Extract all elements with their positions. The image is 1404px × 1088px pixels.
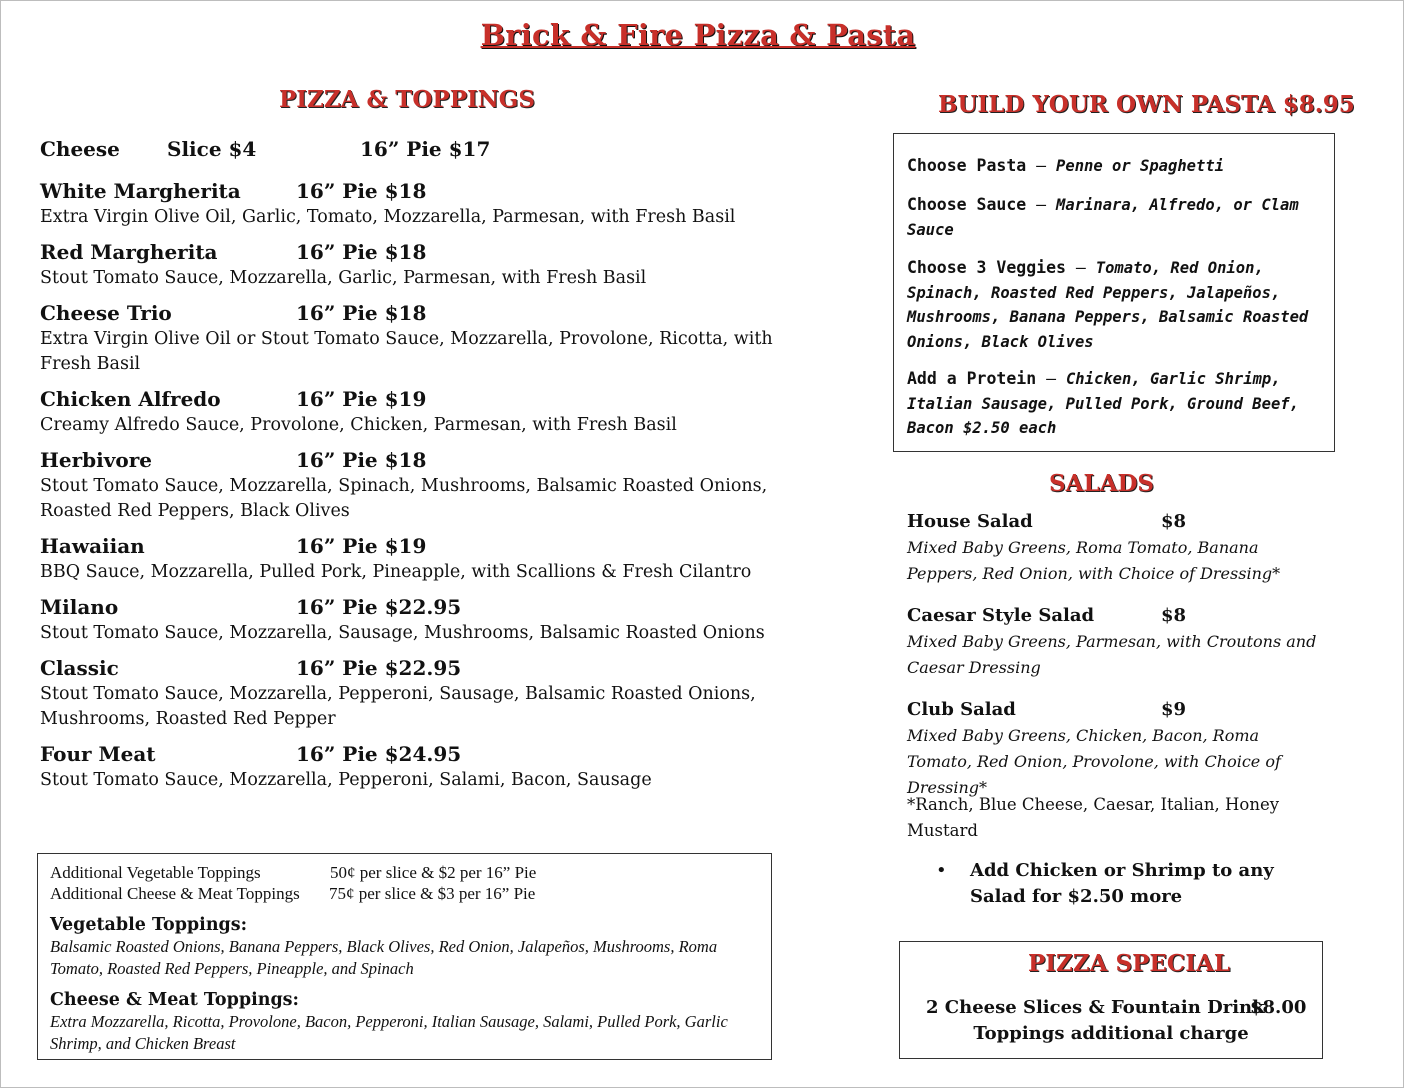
pasta-option: Choose 3 Veggies – Tomato, Red Onion, Spinach, Roasted Red Peppers, Jalapeños, Mushrooms, Banana Peppers, Balsamic Roasted Onions, Black Olives bbox=[907, 258, 1309, 351]
additional-veg-row bbox=[50, 862, 537, 883]
special-note: Toppings additional charge bbox=[973, 1023, 1249, 1044]
pizza-name: Herbivore bbox=[40, 448, 152, 472]
pizza-list bbox=[40, 136, 800, 802]
salad-item bbox=[907, 603, 1327, 681]
pasta-option-choices: Penne or Spaghetti bbox=[1056, 157, 1225, 175]
pizza-description: BBQ Sauce, Mozzarella, Pulled Pork, Pineapple, with Scallions & Fresh Cilantro bbox=[40, 562, 752, 582]
additional-veg-price: 50¢ per slice & $2 per 16” Pie bbox=[330, 863, 537, 882]
veg-toppings-list: Balsamic Roasted Onions, Banana Peppers, Black Olives, Red Onion, Jalapeños, Mushrooms, Roma Tomato, Roasted Red Peppers, Pineapple, and Spinach bbox=[50, 937, 718, 978]
bullet-icon: • bbox=[936, 860, 947, 881]
pizza-special-box bbox=[899, 941, 1323, 1059]
pizza-name: White Margherita bbox=[40, 179, 241, 203]
pasta-box bbox=[893, 133, 1335, 452]
pizza-item bbox=[40, 239, 800, 291]
pasta-heading: BUILD YOUR OWN PASTA $8.95 bbox=[938, 91, 1355, 118]
pizza-name: Four Meat bbox=[40, 742, 156, 766]
pizza-price: 16” Pie $24.95 bbox=[296, 742, 462, 766]
pizza-name: Red Margherita bbox=[40, 240, 218, 264]
salad-price: $9 bbox=[1161, 699, 1187, 720]
pizza-name: Chicken Alfredo bbox=[40, 387, 221, 411]
special-price: $8.00 bbox=[1250, 997, 1307, 1018]
pizza-description: Creamy Alfredo Sauce, Provolone, Chicken, Parmesan, with Fresh Basil bbox=[40, 415, 677, 435]
pizza-name: Classic bbox=[40, 656, 119, 680]
salads-heading: SALADS bbox=[1049, 470, 1155, 497]
pasta-option-label: Choose 3 Veggies bbox=[907, 258, 1066, 277]
salad-price: $8 bbox=[1161, 511, 1187, 532]
pizza-price: 16” Pie $18 bbox=[296, 301, 427, 325]
pizza-price: 16” Pie $19 bbox=[296, 534, 427, 558]
additional-veg-label: Additional Vegetable Toppings bbox=[50, 863, 261, 882]
pizza-item bbox=[40, 741, 800, 793]
pizza-item bbox=[40, 594, 800, 646]
pizza-description: Extra Virgin Olive Oil or Stout Tomato Sauce, Mozzarella, Provolone, Ricotta, with Fresh Basil bbox=[40, 329, 773, 374]
pizza-description: Stout Tomato Sauce, Mozzarella, Pepperoni, Salami, Bacon, Sausage bbox=[40, 770, 652, 790]
pasta-option: Choose Sauce – Marinara, Alfredo, or Clam Sauce bbox=[907, 195, 1299, 239]
pizza-price: 16” Pie $22.95 bbox=[296, 656, 462, 680]
pizza-name: Cheese bbox=[40, 137, 120, 161]
menu-title: Brick & Fire Pizza & Pasta bbox=[480, 18, 916, 52]
salad-description: Mixed Baby Greens, Roma Tomato, Banana Peppers, Red Onion, with Choice of Dressing* bbox=[907, 538, 1281, 583]
pizza-heading: PIZZA & TOPPINGS bbox=[279, 86, 536, 113]
additional-meat-label: Additional Cheese & Meat Toppings bbox=[50, 884, 300, 903]
pizza-price: 16” Pie $19 bbox=[296, 387, 427, 411]
pizza-price: 16” Pie $18 bbox=[296, 179, 427, 203]
pizza-item bbox=[40, 447, 800, 524]
pizza-description: Extra Virgin Olive Oil, Garlic, Tomato, Mozzarella, Parmesan, with Fresh Basil bbox=[40, 207, 736, 227]
pizza-price: 16” Pie $22.95 bbox=[296, 595, 462, 619]
pasta-option-choices: Chicken, Garlic Shrimp, Italian Sausage, Pulled Pork, Ground Beef, Bacon $2.50 each bbox=[907, 370, 1299, 437]
toppings-box bbox=[37, 853, 772, 1060]
special-deal: 2 Cheese Slices & Fountain Drink bbox=[926, 997, 1265, 1018]
pizza-item bbox=[40, 533, 800, 585]
pizza-description: Stout Tomato Sauce, Mozzarella, Spinach, Mushrooms, Balsamic Roasted Onions, Roasted Red Peppers, Black Olives bbox=[40, 476, 768, 521]
pasta-option-choices: Tomato, Red Onion, Spinach, Roasted Red Peppers, Jalapeños, Mushrooms, Banana Peppers, Balsamic Roasted Onions, Black Olives bbox=[907, 259, 1309, 351]
salad-price: $8 bbox=[1161, 605, 1187, 626]
pasta-option: Choose Pasta – Penne or Spaghetti bbox=[907, 156, 1225, 175]
salad-item bbox=[907, 509, 1327, 587]
salad-name: House Salad bbox=[907, 511, 1033, 532]
pizza-item bbox=[40, 300, 800, 377]
dressing-options: *Ranch, Blue Cheese, Caesar, Italian, Honey Mustard bbox=[907, 795, 1280, 840]
pizza-description: Stout Tomato Sauce, Mozzarella, Garlic, Parmesan, with Fresh Basil bbox=[40, 268, 647, 288]
additional-meat-price: 75¢ per slice & $3 per 16” Pie bbox=[329, 884, 536, 903]
pizza-name: Hawaiian bbox=[40, 534, 145, 558]
slice-price: Slice $4 bbox=[167, 137, 257, 161]
salad-name: Club Salad bbox=[907, 699, 1016, 720]
salad-item bbox=[907, 697, 1327, 801]
pasta-option-label: Choose Pasta bbox=[907, 156, 1027, 175]
pasta-option-label: Choose Sauce bbox=[907, 195, 1027, 214]
pizza-item bbox=[40, 655, 800, 732]
pie-price: 16” Pie $17 bbox=[360, 137, 491, 161]
meat-toppings-heading: Cheese & Meat Toppings: bbox=[50, 990, 299, 1010]
pizza-item-cheese bbox=[40, 136, 800, 163]
pizza-item bbox=[40, 178, 800, 230]
meat-toppings-list: Extra Mozzarella, Ricotta, Provolone, Bacon, Pepperoni, Italian Sausage, Salami, Pulled Pork, Garlic Shrimp, and Chicken Breast bbox=[50, 1012, 728, 1053]
salad-addon-text: Add Chicken or Shrimp to any Salad for $2.50 more bbox=[970, 860, 1274, 907]
pasta-option-choices: Marinara, Alfredo, or Clam Sauce bbox=[907, 196, 1299, 239]
salad-description: Mixed Baby Greens, Parmesan, with Croutons and Caesar Dressing bbox=[907, 632, 1317, 677]
pizza-name: Cheese Trio bbox=[40, 301, 172, 325]
salad-name: Caesar Style Salad bbox=[907, 605, 1095, 626]
pizza-name: Milano bbox=[40, 595, 119, 619]
pizza-description: Stout Tomato Sauce, Mozzarella, Sausage, Mushrooms, Balsamic Roasted Onions bbox=[40, 623, 765, 643]
pizza-price: 16” Pie $18 bbox=[296, 240, 427, 264]
pizza-special-heading: PIZZA SPECIAL bbox=[1028, 950, 1231, 977]
additional-meat-row bbox=[50, 883, 536, 904]
pasta-option: Add a Protein – Chicken, Garlic Shrimp, Italian Sausage, Pulled Pork, Ground Beef, Bacon $2.50 each bbox=[907, 369, 1299, 437]
pizza-price: 16” Pie $18 bbox=[296, 448, 427, 472]
pizza-description: Stout Tomato Sauce, Mozzarella, Pepperoni, Sausage, Balsamic Roasted Onions, Mushrooms, Roasted Red Pepper bbox=[40, 684, 756, 729]
salad-description: Mixed Baby Greens, Chicken, Bacon, Roma Tomato, Red Onion, Provolone, with Choice of Dressing* bbox=[907, 726, 1281, 797]
pasta-option-label: Add a Protein bbox=[907, 369, 1037, 388]
veg-toppings-heading: Vegetable Toppings: bbox=[50, 915, 248, 935]
pizza-item bbox=[40, 386, 800, 438]
